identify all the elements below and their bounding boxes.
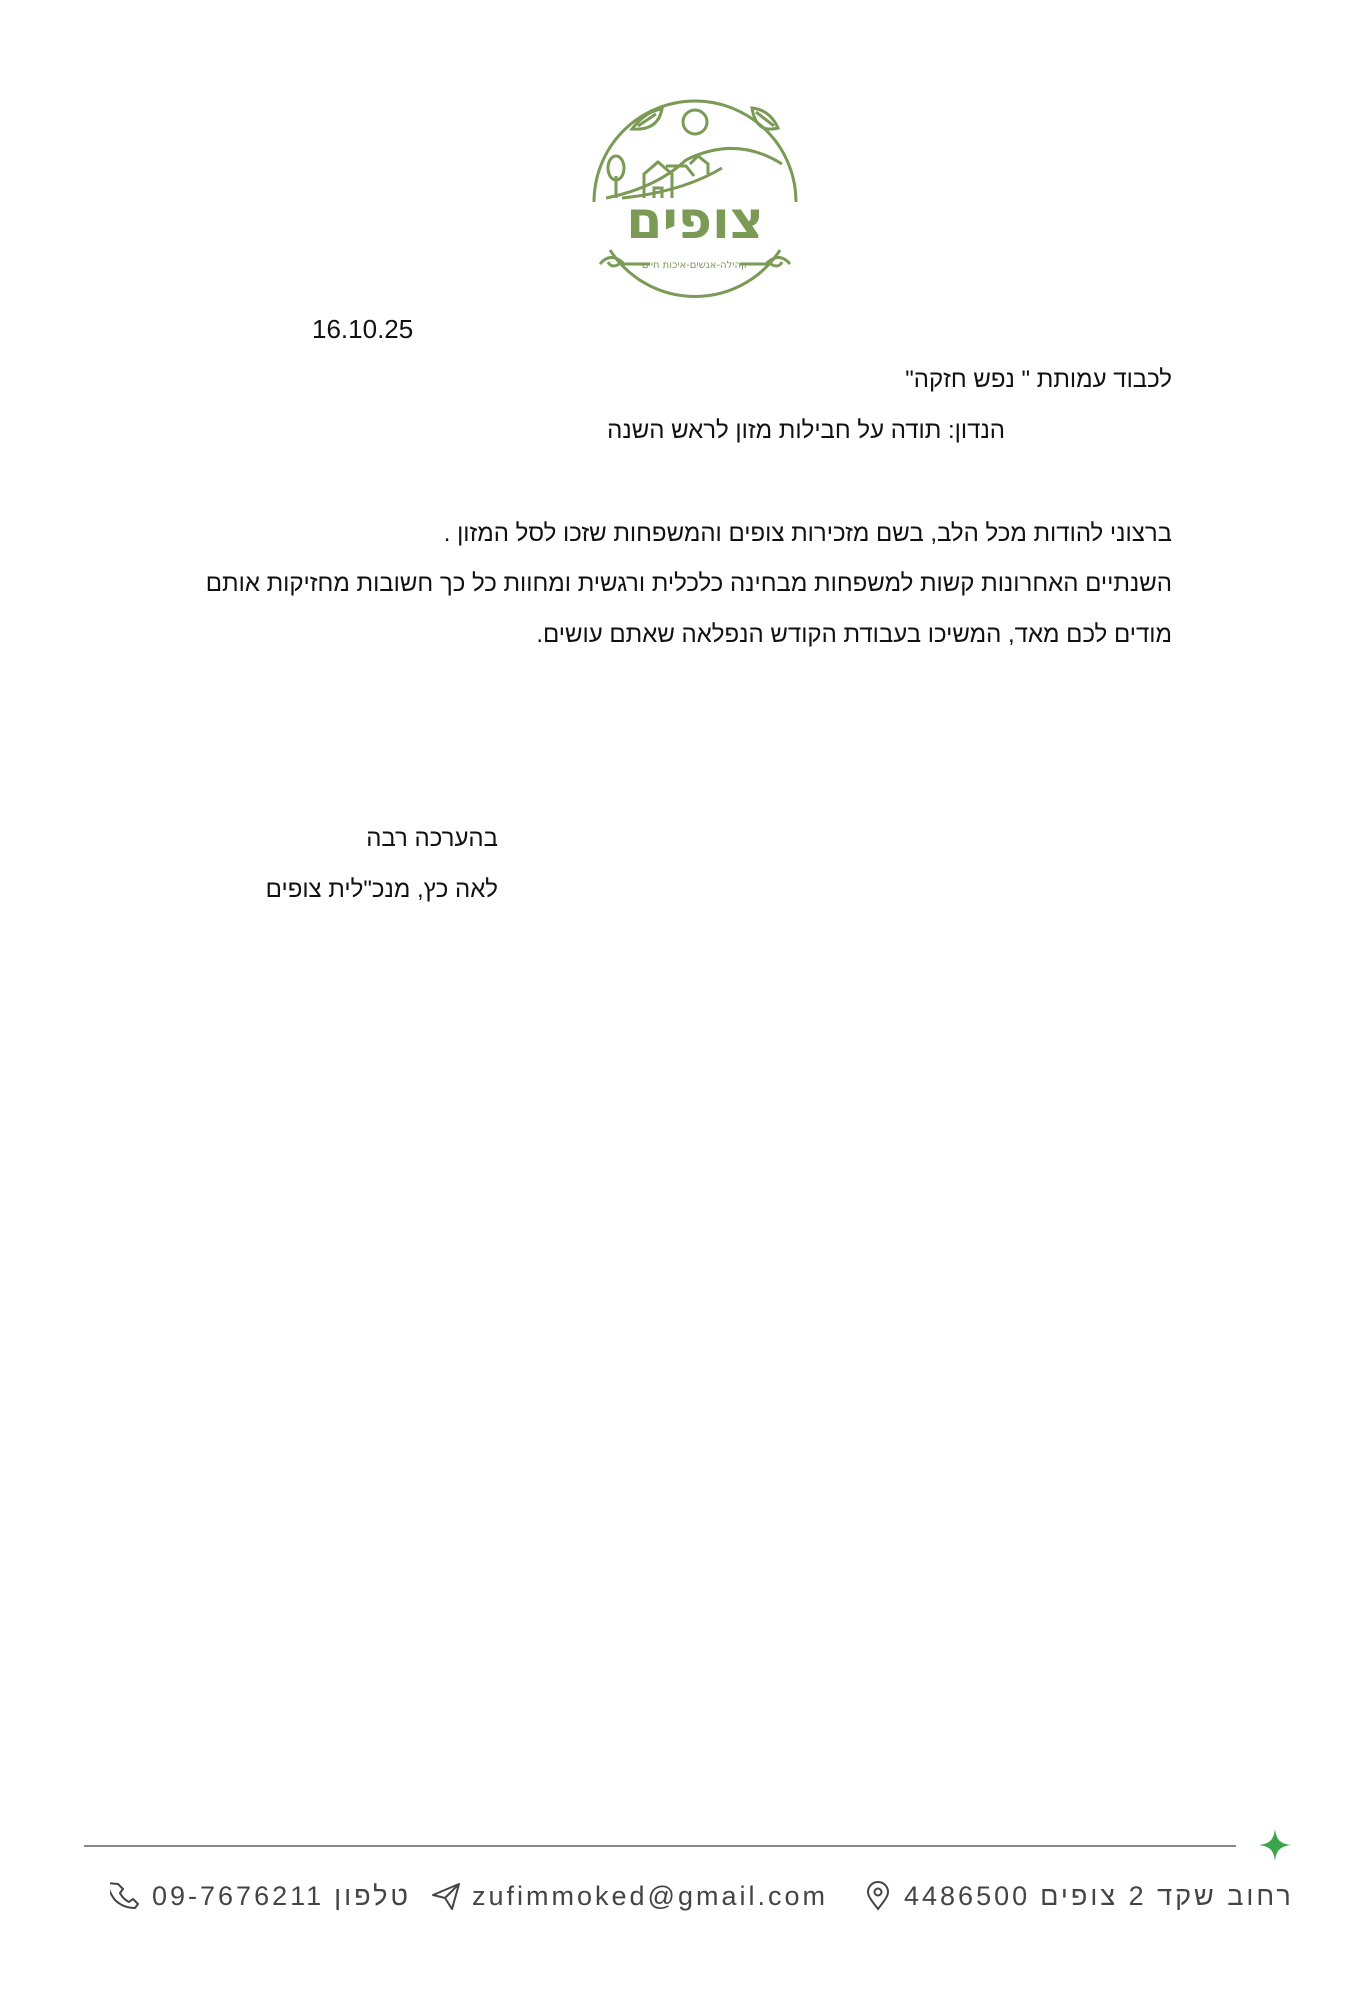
- email-address: zufimmoked@gmail.com: [472, 1880, 828, 1911]
- phone-number: 09-7676211: [152, 1880, 325, 1911]
- body-paragraph-line: מודים לכם מאד, המשיכו בעבודת הקודש הנפלאה שאתם עושים.: [536, 621, 1172, 648]
- logo-emblem: [582, 74, 808, 300]
- footer-divider: [84, 1845, 1236, 1847]
- send-icon: [430, 1880, 462, 1912]
- closing-line: בהערכה רבה: [366, 825, 498, 852]
- footer-phone[interactable]: [110, 1876, 411, 1916]
- address-text: רחוב שקד 2 צופים: [1040, 1880, 1294, 1911]
- body-paragraph-line: ברצוני להודות מכל הלב, בשם מזכירות צופים והמשפחות שזכו לסל המזון .: [443, 520, 1172, 547]
- subject-line: הנדון: תודה על חבילות מזון לראש השנה: [607, 417, 1005, 444]
- body-paragraph-line: השנתיים האחרונות קשות למשפחות מבחינה כלכלית ורגשית ומחוות כל כך חשובות מחזיקות אותם: [205, 570, 1172, 597]
- phone-label: טלפון: [334, 1880, 412, 1911]
- address-zip: 4486500: [904, 1880, 1031, 1911]
- letter-date: 16.10.25: [312, 314, 414, 344]
- location-pin-icon: [862, 1880, 894, 1912]
- logo-tagline: קהילה-אנשים-איכות חיים: [641, 260, 749, 271]
- footer-email[interactable]: [430, 1876, 828, 1916]
- footer-address: [862, 1876, 1294, 1916]
- logo-title: צופים: [626, 191, 764, 251]
- phone-icon: [110, 1880, 142, 1912]
- recipient-line: לכבוד עמותת " נפש חזקה": [905, 366, 1172, 393]
- signature-line: לאה כץ, מנכ"לית צופים: [265, 876, 498, 903]
- sparkle-icon: [1258, 1828, 1292, 1862]
- organization-logo: [582, 74, 808, 300]
